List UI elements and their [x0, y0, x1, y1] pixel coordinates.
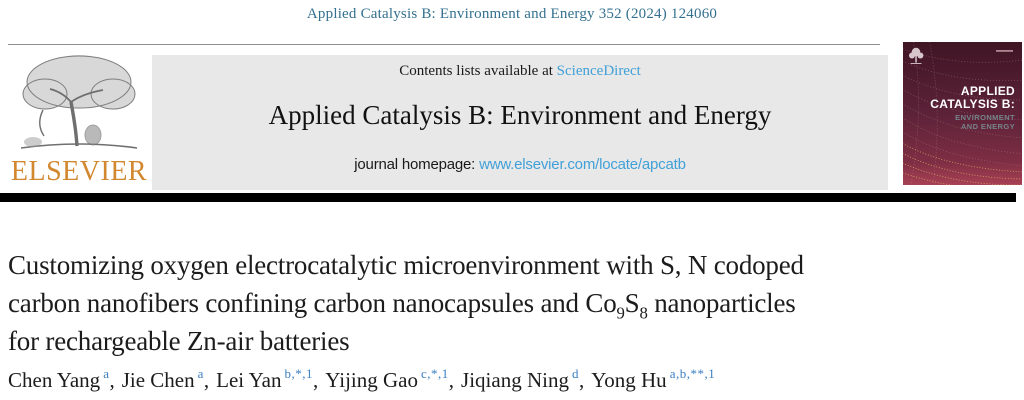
author-separator: ,	[203, 368, 210, 392]
author-affiliation-sup: a,b,**,1	[669, 366, 716, 381]
article-title-line: carbon nanofibers confining carbon nanocapsules and $Co_9S_8$ nanoparticles	[8, 288, 796, 323]
author-name: Lei Yan	[216, 368, 282, 392]
contents-lists-line	[152, 63, 888, 80]
author-affiliation-sup: a	[197, 366, 204, 381]
author-name: Yong Hu	[591, 368, 667, 392]
journal-homepage-link[interactable]: www.elsevier.com/locate/apcatb	[479, 156, 686, 173]
author-name: Jie Chen	[121, 368, 195, 392]
cover-title-line2: CATALYSIS B:	[930, 97, 1015, 111]
elsevier-tree-icon	[13, 50, 145, 154]
cover-subtitle-line2: AND ENERGY	[960, 122, 1015, 131]
journal-masthead-box	[152, 55, 888, 190]
author-name: Chen Yang	[8, 368, 101, 392]
homepage-label: journal homepage:	[354, 156, 480, 173]
cover-subtitle-line1: ENVIRONMENT	[955, 113, 1015, 122]
running-head-citation: Applied Catalysis B: Environment and Energy 352 (2024) 124060	[306, 6, 718, 22]
author-separator: ,	[109, 368, 115, 392]
author-affiliation-sup: c,*,1	[421, 366, 449, 381]
contents-lists-text: Contents lists available at	[399, 63, 557, 79]
author-affiliation-sup: d	[571, 366, 579, 381]
author-name: Jiqiang Ning	[461, 368, 569, 392]
sciencedirect-link[interactable]: ScienceDirect	[556, 63, 641, 79]
author-separator: ,	[448, 368, 455, 392]
journal-title: Applied Catalysis B: Environment and Energy	[268, 100, 772, 130]
masthead-bottom-rule	[0, 193, 1016, 202]
article-title	[8, 246, 1018, 360]
elsevier-logo	[8, 50, 150, 190]
journal-homepage-line	[152, 156, 888, 173]
author-list	[8, 368, 1018, 393]
article-title-line: for rechargeable Zn-air batteries	[8, 326, 350, 356]
cover-title-line1: APPLIED	[960, 84, 1015, 98]
journal-cover-image	[903, 42, 1022, 185]
author-affiliation-sup: b,*,1	[284, 366, 313, 381]
author-name: Yijing Gao	[325, 368, 418, 392]
header-divider-rule	[8, 44, 880, 45]
article-title-line: Customizing oxygen electrocatalytic microenvironment with S, N codoped	[8, 250, 804, 280]
author-separator: ,	[578, 368, 585, 392]
elsevier-wordmark: ELSEVIER	[10, 156, 148, 187]
cover-issn-mark	[996, 50, 1013, 52]
author-affiliation-sup: a	[103, 366, 110, 381]
author-separator: ,	[313, 368, 319, 392]
